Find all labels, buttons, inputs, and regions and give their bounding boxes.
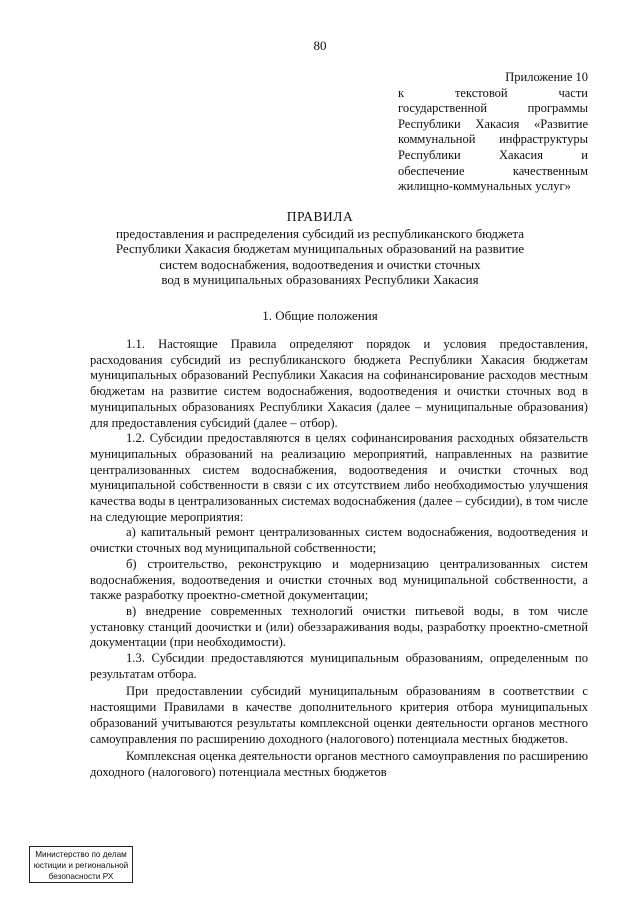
- paragraph: Комплексная оценка деятельности органов местного самоуправления по расширению доходного (налогового) потенциала местных бюджетов: [90, 749, 588, 779]
- body-text: [90, 337, 588, 781]
- paragraph: 1.1. Настоящие Правила определяют порядок и условия предоставления, расходования субсидий из республиканского бюджета Республики Хакасия бюджетам муниципальных образований Республики Хакасия на софинансирование расходов местным бюджетам на развитие систем водоснабжения, водоотведения и очистки сточных вод в муниципальных образованиях Республики Хакасия (далее – муниципальные образования) для предоставления субсидий (далее – отбор).: [90, 337, 588, 430]
- paragraph: а) капитальный ремонт централизованных систем водоснабжения, водоотведения и очистки сточных вод муниципальной собственности;: [90, 525, 588, 556]
- paragraph: 1.2. Субсидии предоставляются в целях софинансирования расходных обязательств муниципальных образований на реализацию мероприятий, направленных на развитие централизованных систем водоснабжения, водоотведения и очистки сточных вод муниципальной собственности в связи с их отсутствием либо необходимостью улучшения качества воды в централизованных системах водоснабжения (далее – субсидии), в том числе на следующие мероприятия:: [90, 431, 588, 524]
- paragraph: 1.3. Субсидии предоставляются муниципальным образованиям, определенным по результатам отбора.: [90, 651, 588, 681]
- stamp-line: безопасности РХ: [48, 872, 114, 881]
- appendix-line: к текстовой части: [398, 85, 588, 100]
- rules-title: ПРАВИЛА: [286, 209, 354, 224]
- rules-heading: [0, 209, 640, 288]
- paragraph: При предоставлении субсидий муниципальным образованиям в соответствии с настоящими Правилами в качестве дополнительного критерия отбора муниципальных образований учитываются результаты комплексной оценки деятельности органов местного самоуправления по расширению доходного (налогового) потенциала местных бюджетов.: [90, 684, 588, 746]
- paragraph: в) внедрение современных технологий очистки питьевой воды, в том числе установку станций доочистки и (или) обеззараживания воды, разработку проектно-сметной документации (при необходимости).: [90, 603, 588, 650]
- appendix-line: Республики Хакасия и: [398, 147, 588, 162]
- section-title: 1. Общие положения: [262, 308, 378, 323]
- appendix-line: жилищно-коммунальных услуг»: [398, 179, 571, 194]
- rules-subtitle-line: систем водоснабжения, водоотведения и очистки сточных: [159, 256, 481, 272]
- appendix-title: Приложение 10: [505, 70, 588, 84]
- appendix-line: коммунальной инфраструктуры: [398, 132, 588, 147]
- rules-subtitle-line: Республики Хакасия бюджетам муниципальных образований на развитие: [115, 241, 525, 256]
- appendix-note: [398, 70, 588, 195]
- appendix-line: Республики Хакасия «Развитие: [398, 116, 588, 131]
- page-number: 80: [313, 38, 327, 53]
- rules-subtitle-line: вод в муниципальных образованиях Республики Хакасия: [161, 272, 479, 287]
- stamp-line: Министерство по делам: [35, 850, 127, 859]
- paragraph: б) строительство, реконструкцию и модернизацию централизованных систем водоснабжения, водоотведения и очистки сточных вод муниципальной собственности, а также разработку проектно-сметной документации;: [90, 556, 588, 603]
- ministry-stamp: [29, 846, 133, 883]
- rules-subtitle-line: предоставления и распределения субсидий из республиканского бюджета: [115, 225, 525, 241]
- stamp-line: юстиции и региональной: [33, 861, 129, 870]
- appendix-line: обеспечение качественным: [398, 163, 588, 178]
- appendix-line: государственной программы: [398, 101, 588, 116]
